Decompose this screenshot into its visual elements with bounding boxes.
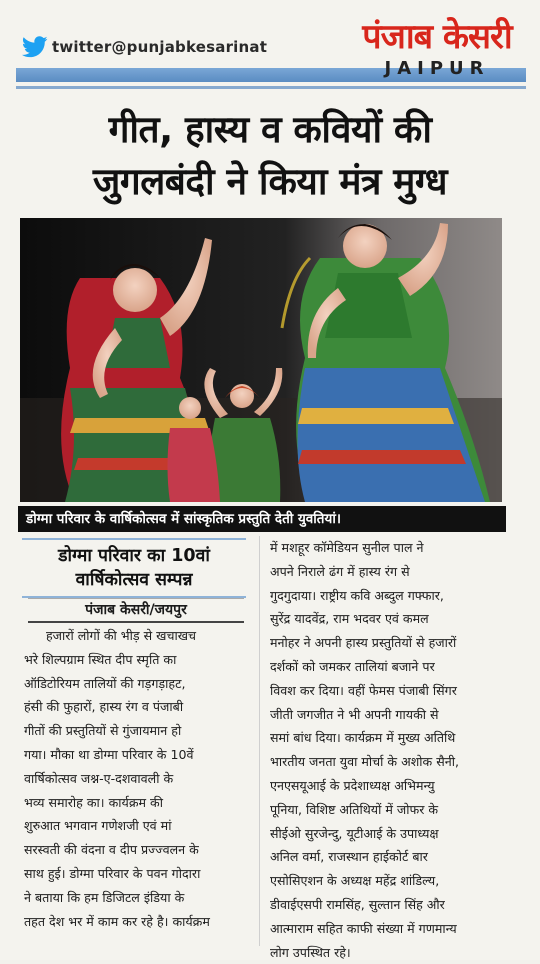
subheading-line-2: वार्षिकोत्सव सम्पन्न [75, 570, 193, 590]
headline [20, 104, 520, 208]
article-line: मनोहर ने अपनी हास्य प्रस्तुतियों से हजारों [270, 635, 457, 651]
column-divider [259, 536, 260, 946]
article-line: ने बताया कि हम डिजिटल इंडिया के [24, 889, 185, 905]
article-line: अनिल वर्मा, राजस्थान हाईकोर्ट बार [270, 849, 428, 865]
photo-caption: डोग्मा परिवार के वार्षिकोत्सव में सांस्कृतिक प्रस्तुति देती युवतियां। [18, 506, 506, 532]
subheading-line-1: डोग्मा परिवार का 10वां [58, 546, 210, 566]
twitter-bird-icon [22, 36, 48, 58]
dancers-photo-illustration [20, 218, 502, 502]
article-line: पूनिया, विशिष्ट अतिथियों में जोफर के [270, 801, 439, 817]
article-line: गीतों की प्रस्तुतियों से गुंजायमान हो [24, 723, 182, 739]
twitter-handle: twitter@punjabkesarinat [52, 38, 268, 56]
article-line: शुरुआत भगवान गणेशजी एवं मां [24, 818, 172, 834]
article-line: एनएसयूआई के प्रदेशाध्यक्ष अभिमन्यु [270, 777, 435, 793]
article-line: गया। मौका था डोग्मा परिवार के 10वें [24, 746, 194, 762]
article-line: तहत देश भर में काम कर रहे है। कार्यक्रम [24, 913, 210, 929]
masthead [348, 14, 526, 78]
article-line: भरे शिल्पग्राम स्थित दीप स्मृति का [24, 651, 177, 667]
twitter-handle-block [22, 36, 267, 58]
article-line: भव्य समारोह का। कार्यक्रम की [24, 794, 163, 810]
article-line: सरस्वती की वंदना व दीप प्रज्ज्वलन के [24, 842, 199, 858]
article-line: विवश कर दिया। वहीं फेमस पंजाबी सिंगर [270, 682, 457, 698]
article-photo [20, 218, 502, 502]
article-line: एसोसिएशन के अध्यक्ष महेंद्र शांडिल्य, [270, 873, 440, 889]
article-line: ऑडिटोरियम तालियों की गड़गड़ाहट, [24, 675, 186, 691]
article-line: में मशहूर कॉमेडियन सुनील पाल ने [270, 540, 424, 555]
header [16, 14, 526, 94]
article-line: हजारों लोगों की भीड़ से खचाखच [46, 628, 197, 643]
article-column-right [270, 536, 502, 964]
article-line: गुदगुदाया। राष्ट्रीय कवि अब्दुल गफ्फार, [270, 587, 444, 603]
article-column-left [24, 624, 250, 933]
masthead-name: पंजाब केसरी [362, 17, 512, 57]
article-line: दर्शकों को जमकर तालियां बजाने पर [270, 658, 435, 674]
headline-line-1: गीत, हास्य व कवियों की [108, 108, 432, 151]
article-line: अपने निराले ढंग में हास्य रंग से [270, 563, 410, 579]
article-line: लोग उपस्थित रहे। [270, 944, 351, 960]
header-band-line [16, 86, 526, 89]
article-line: हंसी की फुहारों, हास्य रंग व पंजाबी [24, 699, 184, 715]
article-line: जीती जगजीत ने भी अपनी गायकी से [270, 706, 439, 722]
headline-line-2: जुगलबंदी ने किया मंत्र मुग्ध [92, 160, 448, 203]
masthead-city: JAIPUR [384, 58, 490, 79]
article-line: भारतीय जनता युवा मोर्चा के अशोक सैनी, [270, 754, 459, 770]
article-line: समां बांध दिया। कार्यक्रम में मुख्य अतिथि [270, 730, 456, 746]
article-line: वार्षिकोत्सव जश्न-ए-दशवावली के [24, 770, 174, 786]
article-line: डीवाईएसपी रामसिंह, सुल्तान सिंह और [270, 896, 445, 912]
subheading-box [22, 538, 246, 598]
byline: पंजाब केसरी/जयपुर [28, 598, 244, 623]
article-line: साथ हुई। डोग्मा परिवार के पवन गोदारा [24, 865, 201, 881]
article-line: आत्माराम सहित काफी संख्या में गणमान्य [270, 920, 457, 936]
article-line: सुरेंद्र यादवेंद्र, राम भदवर एवं कमल [270, 611, 429, 627]
article-line: सीईओ सुरजेन्दु, यूटीआई के उपाध्यक्ष [270, 825, 439, 841]
